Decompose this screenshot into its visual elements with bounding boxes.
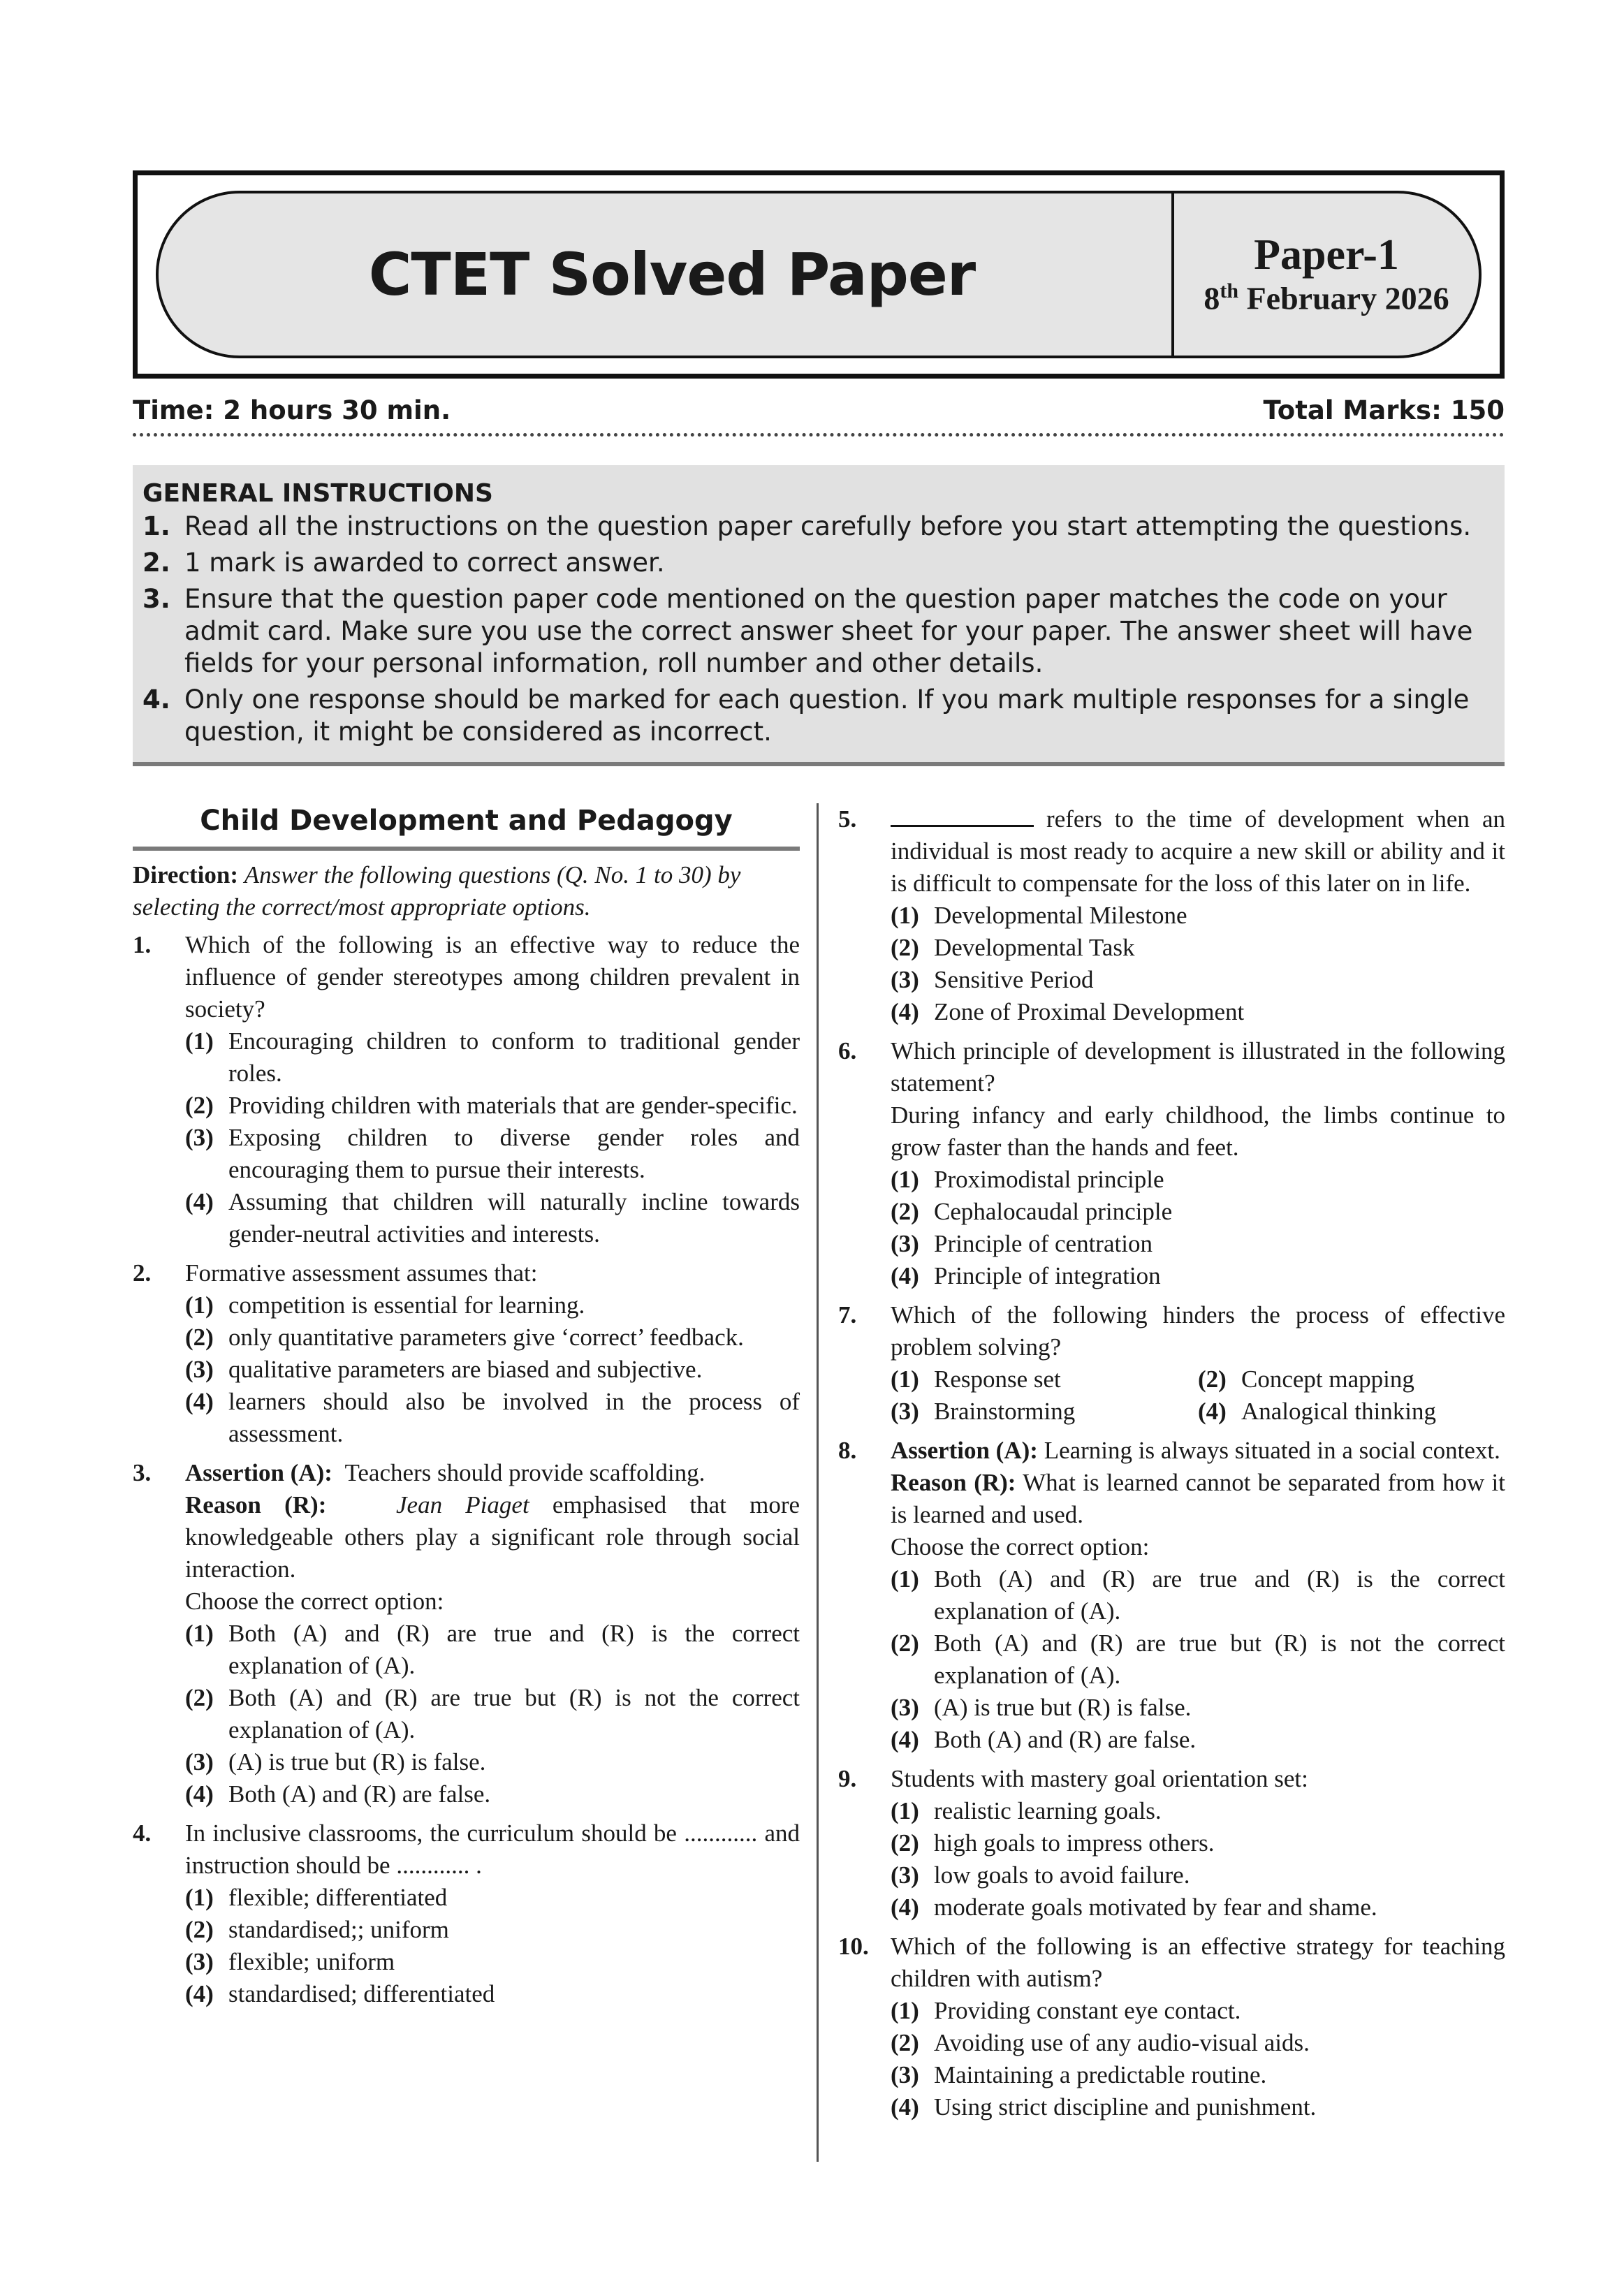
- option-text: Response set: [934, 1366, 1061, 1393]
- option-text: moderate goals motivated by fear and shame.: [934, 1894, 1377, 1921]
- question-text: Students with mastery goal orientation set:: [891, 1765, 1308, 1792]
- option[interactable]: [891, 1692, 1505, 1724]
- option-text: Brainstorming: [934, 1398, 1076, 1425]
- reason-name: Jean Piaget: [396, 1491, 529, 1518]
- option-text: low goals to avoid failure.: [934, 1861, 1190, 1889]
- option-number: (2): [185, 1684, 214, 1711]
- question-number: 6.: [838, 1037, 857, 1064]
- instruction-number: 4.: [142, 685, 170, 715]
- answer-blank: [891, 804, 1034, 827]
- direction-text: Answer the following questions (Q. No. 1 to 30) by selecting the correct/most appropriate options.: [133, 861, 741, 921]
- option-number: (4): [185, 1780, 214, 1808]
- question-number: 2.: [133, 1259, 152, 1287]
- question-3-options: [133, 1618, 800, 1810]
- question-number: 5.: [838, 805, 857, 833]
- option-text: Proximodistal principle: [934, 1166, 1164, 1193]
- option-number: (1): [185, 1027, 214, 1055]
- question-text: In inclusive classrooms, the curriculum should be ............ and instruction should be ............ .: [185, 1820, 800, 1879]
- option-number: (4): [185, 1388, 214, 1415]
- reason-text: emphasised that more knowledgeable others play a significant role through social interaction.: [185, 1491, 800, 1583]
- option-text: Both (A) and (R) are true but (R) is not the correct explanation of (A).: [228, 1684, 800, 1743]
- instruction-text: Read all the instructions on the question paper carefully before you start attempting the questions.: [184, 511, 1472, 541]
- option-text: Both (A) and (R) are true but (R) is not the correct explanation of (A).: [934, 1630, 1505, 1689]
- option[interactable]: [891, 1859, 1505, 1891]
- option-text: Developmental Milestone: [934, 902, 1187, 929]
- option-number: (4): [891, 1726, 919, 1753]
- option-text: Encouraging children to conform to traditional gender roles.: [228, 1027, 800, 1087]
- reason-label: Reason (R):: [891, 1469, 1016, 1496]
- option[interactable]: [185, 1914, 800, 1946]
- option[interactable]: [891, 1827, 1505, 1859]
- question-number: 7.: [838, 1301, 857, 1328]
- question-8: [838, 1435, 1505, 1756]
- header-box: [133, 170, 1505, 379]
- general-instructions: [133, 465, 1505, 762]
- option-number: (3): [891, 1230, 919, 1257]
- option-text: Both (A) and (R) are true and (R) is the correct explanation of (A).: [228, 1620, 800, 1679]
- option-number: (2): [185, 1324, 214, 1351]
- option-text: competition is essential for learning.: [228, 1291, 585, 1319]
- option-number: (3): [185, 1124, 214, 1151]
- option-number: (2): [1198, 1366, 1227, 1393]
- option-text: only quantitative parameters give ‘correct’ feedback.: [228, 1324, 744, 1351]
- instructions-heading: GENERAL INSTRUCTIONS: [142, 479, 493, 508]
- option[interactable]: [891, 1891, 1505, 1924]
- page-title: CTET Solved Paper: [368, 240, 976, 309]
- option[interactable]: [185, 1978, 800, 2010]
- question-body: [891, 1435, 1505, 1756]
- option[interactable]: [185, 1122, 800, 1186]
- option-number: (4): [891, 998, 919, 1025]
- option[interactable]: [891, 1164, 1505, 1196]
- option-number: (4): [891, 1894, 919, 1921]
- question-body: [891, 1299, 1505, 1428]
- question-text: Which principle of development is illustrated in the following statement?: [891, 1037, 1505, 1097]
- question-4: [133, 1817, 800, 2010]
- option-text: Maintaining a predictable routine.: [934, 2061, 1267, 2088]
- question-1: [133, 929, 800, 1250]
- option-text: Assuming that children will naturally incline towards gender-neutral activities and interests.: [228, 1188, 800, 1247]
- direction: [133, 859, 800, 923]
- option-text: Cephalocaudal principle: [934, 1198, 1173, 1225]
- option[interactable]: [133, 1682, 800, 1746]
- question-body: [185, 929, 800, 1250]
- option-number: (1): [891, 1997, 919, 2024]
- choose-text: Choose the correct option:: [185, 1588, 444, 1615]
- option-text: Principle of integration: [934, 1262, 1161, 1289]
- option-number: (1): [185, 1884, 214, 1911]
- section-title: Child Development and Pedagogy: [200, 805, 733, 837]
- column-divider: [817, 803, 819, 2162]
- option-number: (2): [891, 1630, 919, 1657]
- reason-text: What is learned cannot be separated from how it is learned and used.: [891, 1469, 1505, 1528]
- option-text: (A) is true but (R) is false.: [228, 1748, 486, 1776]
- question-statement: During infancy and early childhood, the limbs continue to grow faster than the hands and feet.: [891, 1101, 1505, 1161]
- question-5: [838, 803, 1505, 1028]
- instruction-item: [142, 684, 1492, 748]
- option[interactable]: [185, 1186, 800, 1250]
- question-3: [133, 1457, 800, 1618]
- date-suffix: th: [1220, 279, 1239, 303]
- option-text: Exposing children to diverse gender roles and encouraging them to pursue their interests.: [228, 1124, 800, 1183]
- option[interactable]: [891, 2027, 1505, 2059]
- option-text: Principle of centration: [934, 1230, 1153, 1257]
- option-text: Analogical thinking: [1241, 1398, 1436, 1425]
- option-text: Providing children with materials that are gender-specific.: [228, 1092, 798, 1119]
- option-number: (3): [891, 1398, 919, 1425]
- right-column: [838, 803, 1505, 2130]
- option-number: (4): [891, 1262, 919, 1289]
- option-number: (1): [185, 1620, 214, 1647]
- question-number: 8.: [838, 1437, 857, 1464]
- question-body: [891, 1035, 1505, 1292]
- question-number: 3.: [133, 1459, 152, 1486]
- question-body: [185, 1457, 800, 1618]
- assertion-label: Assertion (A):: [185, 1459, 332, 1486]
- option[interactable]: [185, 1882, 800, 1914]
- option[interactable]: [133, 1778, 800, 1810]
- option[interactable]: [891, 1795, 1505, 1827]
- option-number: (3): [891, 966, 919, 993]
- option[interactable]: [891, 1563, 1505, 1627]
- option-number: (1): [891, 1565, 919, 1593]
- option[interactable]: [133, 1618, 800, 1682]
- header-pill: [156, 191, 1482, 358]
- option-text: Both (A) and (R) are true and (R) is the correct explanation of (A).: [934, 1565, 1505, 1625]
- paper-label: Paper-1: [1254, 231, 1399, 279]
- option-number: (2): [891, 2029, 919, 2056]
- option-text: learners should also be involved in the process of assessment.: [228, 1388, 800, 1447]
- option-text: Avoiding use of any audio-visual aids.: [934, 2029, 1310, 2056]
- question-number: 4.: [133, 1820, 152, 1847]
- option-text: Both (A) and (R) are false.: [934, 1726, 1197, 1753]
- option-text: standardised;; uniform: [228, 1916, 449, 1943]
- instruction-item: [142, 583, 1492, 680]
- reason: [185, 1489, 800, 1586]
- option-number: (3): [891, 2061, 919, 2088]
- option[interactable]: [891, 932, 1505, 964]
- option-text: flexible; uniform: [228, 1948, 395, 1975]
- option-text: Both (A) and (R) are false.: [228, 1780, 491, 1808]
- instruction-number: 2.: [142, 548, 170, 578]
- instruction-text: Only one response should be marked for each question. If you mark multiple responses for a single question, it might be considered as incorrect.: [184, 685, 1470, 747]
- option-number: (1): [891, 1366, 919, 1393]
- option-number: (3): [185, 1948, 214, 1975]
- option[interactable]: [891, 2091, 1505, 2123]
- question-number: 1.: [133, 931, 152, 958]
- question-body: [891, 1763, 1505, 1924]
- question-body: [891, 1931, 1505, 2123]
- instructions-bottom-rule: [133, 762, 1505, 766]
- reason-label: Reason (R):: [185, 1491, 327, 1518]
- paper-info: [1174, 193, 1479, 356]
- option-text: Zone of Proximal Development: [934, 998, 1245, 1025]
- option-number: (2): [185, 1916, 214, 1943]
- option[interactable]: [133, 1746, 800, 1778]
- option-number: (4): [185, 1188, 214, 1215]
- option-number: (2): [891, 934, 919, 961]
- option-number: (2): [185, 1092, 214, 1119]
- option[interactable]: [185, 1322, 800, 1354]
- option-text: Sensitive Period: [934, 966, 1094, 993]
- question-7: [838, 1299, 1505, 1428]
- marks-label: Total Marks: 150: [1263, 395, 1505, 425]
- option-number: (1): [891, 1797, 919, 1824]
- option-number: (3): [891, 1861, 919, 1889]
- date-rest: February 2026: [1246, 280, 1449, 316]
- option-number: (4): [891, 2093, 919, 2121]
- option[interactable]: [891, 1995, 1505, 2027]
- question-body: [891, 803, 1505, 1028]
- option[interactable]: [891, 996, 1505, 1028]
- choose-text: Choose the correct option:: [891, 1533, 1150, 1560]
- option[interactable]: [185, 1025, 800, 1090]
- option[interactable]: [891, 2059, 1505, 2091]
- option-number: (3): [185, 1748, 214, 1776]
- option[interactable]: [891, 1396, 1198, 1428]
- assertion-text: Learning is always situated in a social context.: [1044, 1437, 1500, 1464]
- direction-label: Direction:: [133, 861, 238, 888]
- assertion: [891, 1435, 1505, 1467]
- instruction-text: Ensure that the question paper code mentioned on the question paper matches the code on your admit card. Make sure you use the correct answer sheet for your paper. The answer sheet will have fields for your personal information, roll number and other details.: [184, 584, 1473, 678]
- paper-date: [1204, 279, 1449, 318]
- option-text: realistic learning goals.: [934, 1797, 1162, 1824]
- option[interactable]: [185, 1090, 800, 1122]
- question-body: [185, 1817, 800, 2010]
- option-text: Providing constant eye contact.: [934, 1997, 1241, 2024]
- option[interactable]: [1198, 1396, 1505, 1428]
- question-2: [133, 1257, 800, 1450]
- option[interactable]: [891, 1627, 1505, 1692]
- option-text: flexible; differentiated: [228, 1884, 448, 1911]
- assertion-label: Assertion (A):: [891, 1437, 1038, 1464]
- question-text: Which of the following is an effective way to reduce the influence of gender stereotypes among children prevalent in society?: [185, 931, 800, 1023]
- option-number: (4): [185, 1980, 214, 2007]
- option-text: (A) is true but (R) is false.: [934, 1694, 1192, 1721]
- option-text: standardised; differentiated: [228, 1980, 495, 2007]
- left-column: [133, 803, 800, 2017]
- option[interactable]: [1198, 1363, 1505, 1396]
- option-number: (1): [891, 902, 919, 929]
- question-body: [185, 1257, 800, 1450]
- option[interactable]: [185, 1354, 800, 1386]
- question-text: refers to the time of development when an individual is most ready to acquire a new skill or ability and it is difficult to compensate for the loss of this later on in life.: [891, 805, 1505, 897]
- reason: [891, 1467, 1505, 1531]
- option-grid: [891, 1363, 1505, 1428]
- option-number: (1): [185, 1291, 214, 1319]
- instruction-text: 1 mark is awarded to correct answer.: [184, 548, 665, 578]
- instruction-item: [142, 511, 1492, 543]
- instruction-item: [142, 547, 1492, 579]
- option-text: Using strict discipline and punishment.: [934, 2093, 1317, 2121]
- time-label: Time: 2 hours 30 min.: [133, 395, 451, 425]
- date-day: 8: [1204, 280, 1220, 316]
- question-text: Which of the following is an effective strategy for teaching children with autism?: [891, 1933, 1505, 1992]
- option-text: qualitative parameters are biased and subjective.: [228, 1356, 703, 1383]
- option-text: high goals to impress others.: [934, 1829, 1215, 1857]
- option-number: (2): [891, 1829, 919, 1857]
- question-number: 9.: [838, 1765, 857, 1792]
- option[interactable]: [891, 1260, 1505, 1292]
- option-number: (3): [891, 1694, 919, 1721]
- option[interactable]: [891, 1363, 1198, 1396]
- option-number: (1): [891, 1166, 919, 1193]
- dotted-divider: [133, 433, 1505, 437]
- option[interactable]: [891, 900, 1505, 932]
- instruction-number: 3.: [142, 584, 170, 614]
- question-text: Formative assessment assumes that:: [185, 1259, 538, 1287]
- option-number: (3): [185, 1356, 214, 1383]
- instruction-number: 1.: [142, 511, 170, 541]
- option[interactable]: [891, 1724, 1505, 1756]
- option-number: (4): [1198, 1398, 1227, 1425]
- assertion: [185, 1457, 800, 1489]
- option-text: Developmental Task: [934, 934, 1135, 961]
- option[interactable]: [891, 964, 1505, 996]
- option-number: (2): [891, 1198, 919, 1225]
- question-6: [838, 1035, 1505, 1292]
- option[interactable]: [891, 1228, 1505, 1260]
- question-number: 10.: [838, 1933, 869, 1960]
- question-9: [838, 1763, 1505, 1924]
- option[interactable]: [891, 1196, 1505, 1228]
- option[interactable]: [185, 1289, 800, 1322]
- question-text-wrap: [891, 803, 1505, 900]
- question-10: [838, 1931, 1505, 2123]
- section-rule: [133, 847, 800, 851]
- assertion-text: Teachers should provide scaffolding.: [344, 1459, 705, 1486]
- option[interactable]: [185, 1386, 800, 1450]
- option[interactable]: [185, 1946, 800, 1978]
- question-text: Which of the following hinders the process of effective problem solving?: [891, 1301, 1505, 1361]
- option-text: Concept mapping: [1241, 1366, 1414, 1393]
